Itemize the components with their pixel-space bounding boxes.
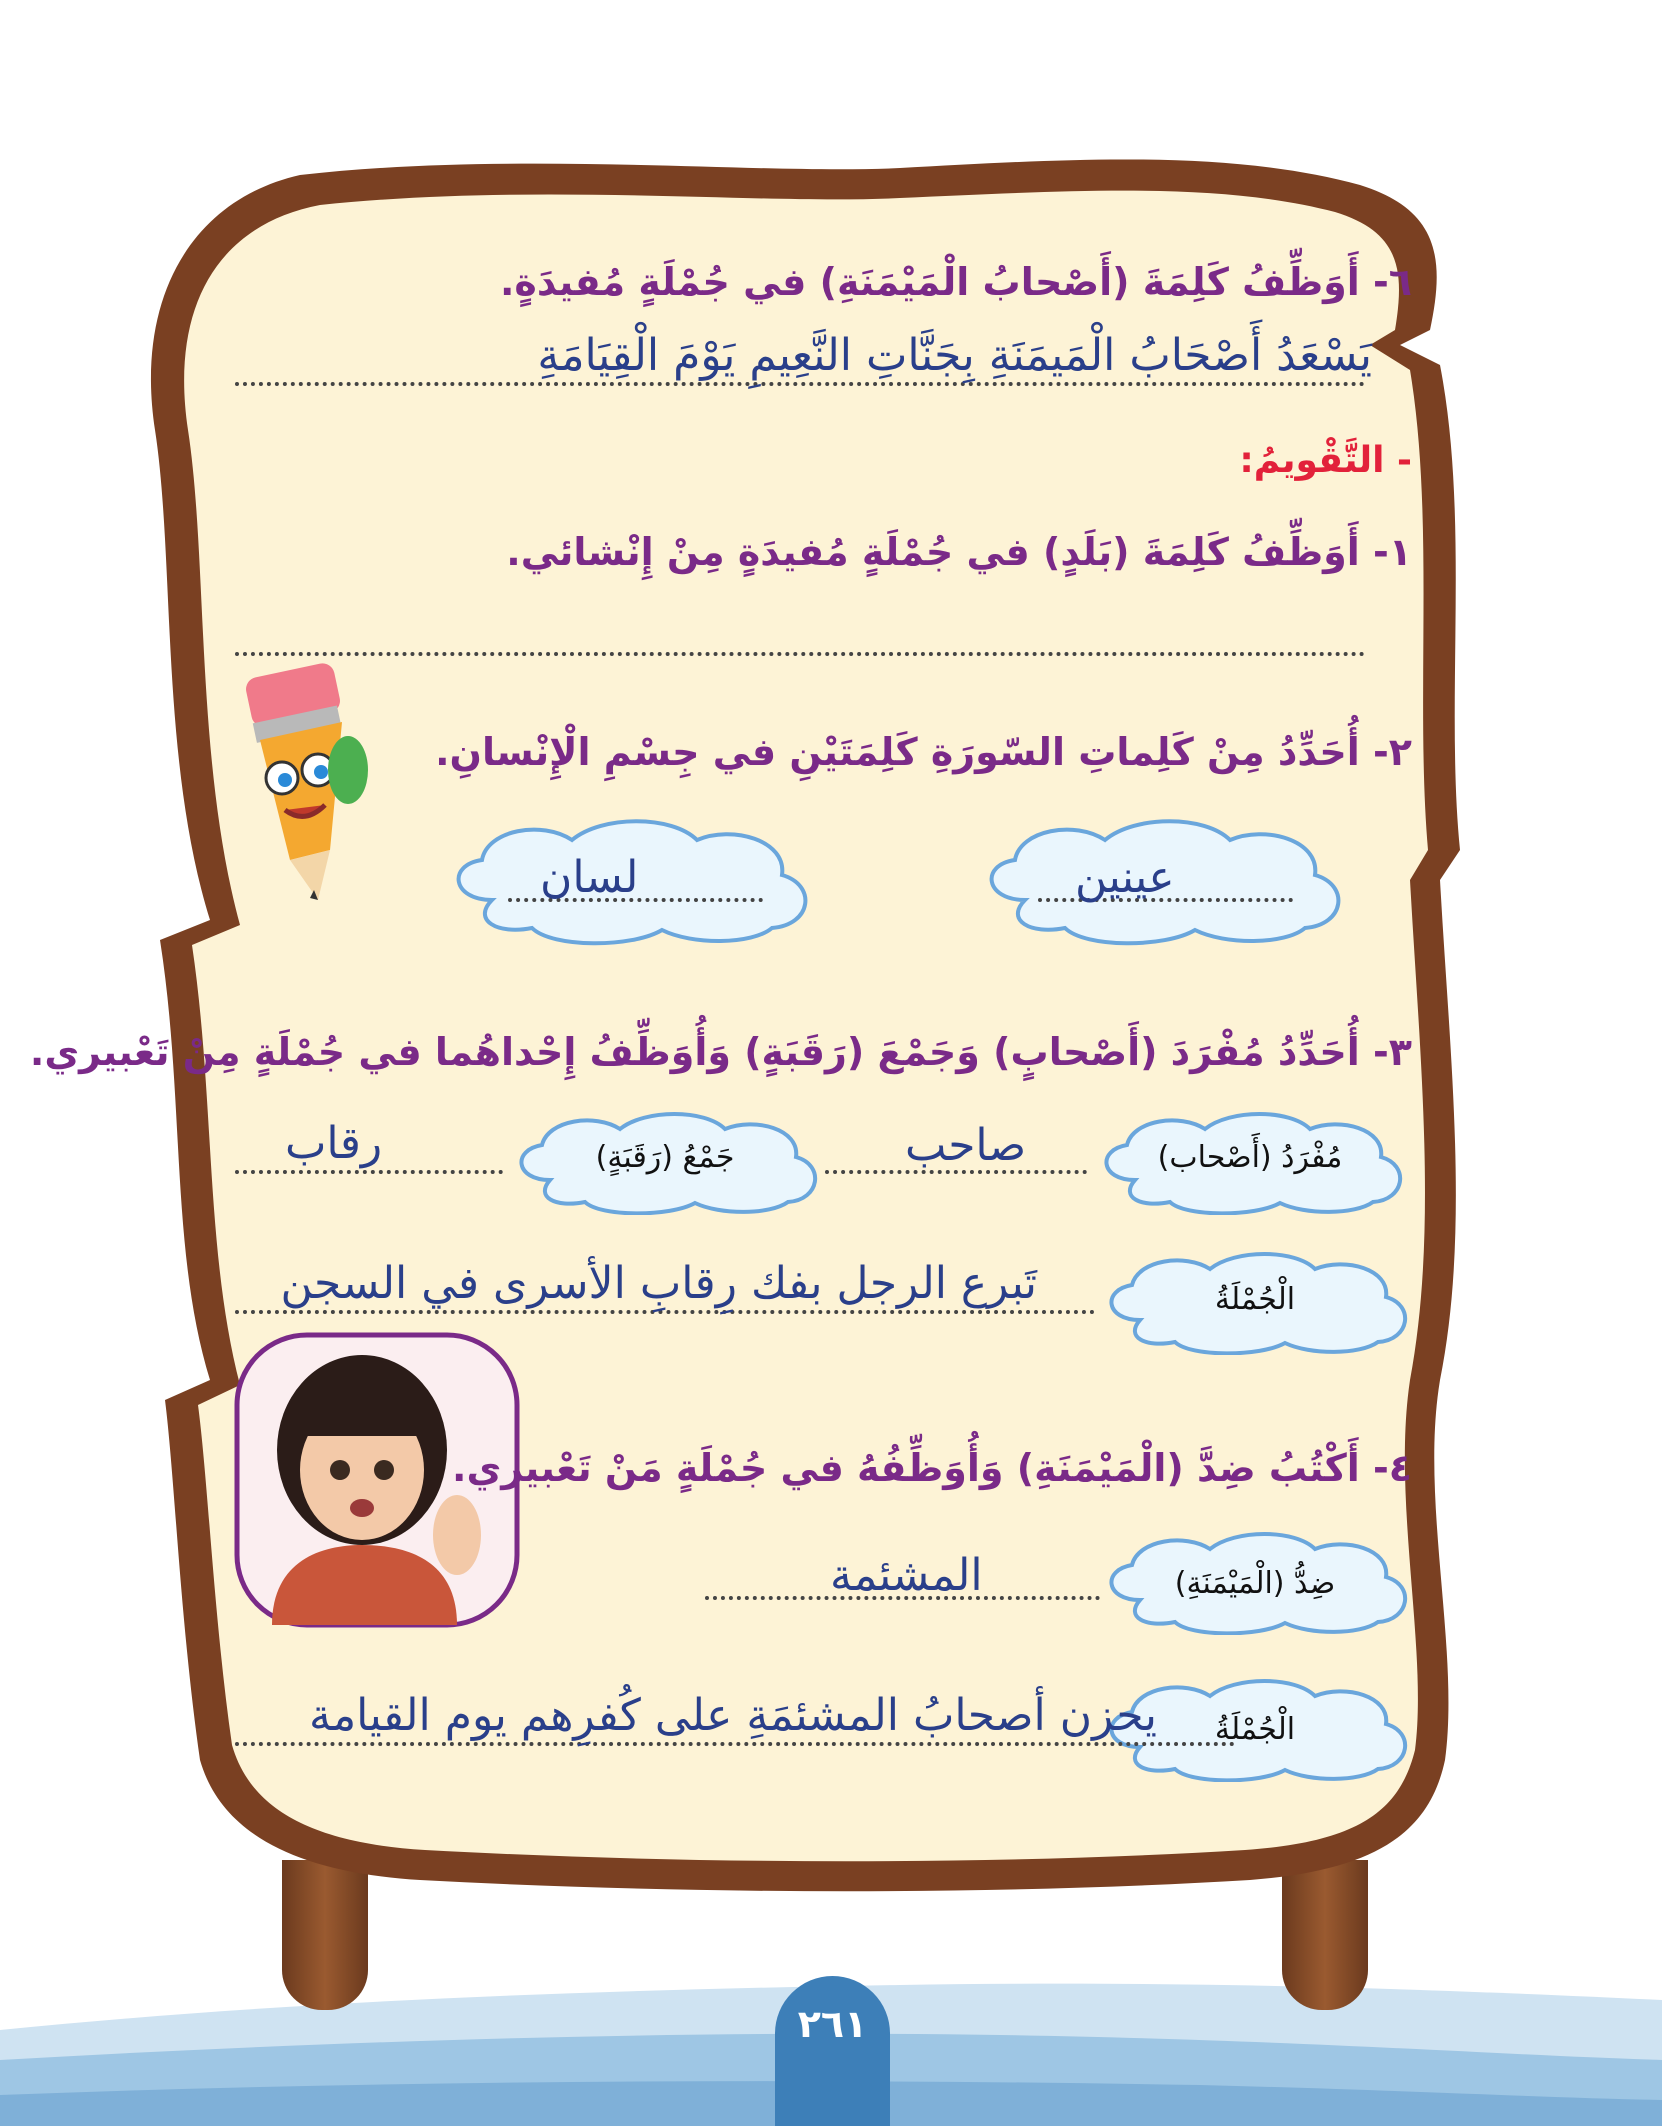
e2-answer-left: لسان (540, 852, 639, 903)
e3-answer-plural: رقاب (285, 1118, 383, 1169)
e2-answer-right: عينين (1075, 852, 1175, 903)
e1-answer-line[interactable] (235, 652, 1365, 656)
e2-prompt: ٢- أُحَدِّدُ مِنْ كَلِماتِ السّورَةِ كَلِمَتَيْنِ في جِسْمِ الْإِنْسانِ. (435, 730, 1412, 774)
page-number-badge (775, 1976, 890, 2126)
pencil-mascot-icon (230, 660, 370, 920)
e3-sentence-line[interactable] (235, 1310, 1095, 1314)
e4-answer-opposite: المشئمة (830, 1550, 983, 1601)
e4-answer-sentence: يحزن أصحابُ المشئمَةِ على كُفرِهم يوم القيامة (308, 1690, 1157, 1741)
e3-sentence-label: الْجُمْلَةُ (1214, 1282, 1296, 1317)
e4-opposite-label: ضِدُّ (الْمَيْمَنَةِ) (1174, 1566, 1336, 1601)
e3-singular-label: مُفْرَدُ (أَصْحاب) (1157, 1140, 1343, 1175)
evaluation-heading: - التَّقْويمُ: (1239, 440, 1412, 481)
q6-answer-line (235, 382, 1365, 386)
page-number: ٢٦١ (797, 2002, 868, 2046)
e3-plural-label: جَمْعُ (رَقَبَةٍ) (595, 1140, 735, 1175)
e4-sentence-line[interactable] (235, 1742, 1235, 1746)
e3-answer-sentence: تَبرع الرجل بفك رِقابِ الأسرى في السجن (280, 1258, 1037, 1309)
e4-sentence-label: الْجُمْلَةُ (1214, 1712, 1296, 1747)
q6-prompt: ٦- أَوَظِّفُ كَلِمَةَ (أَصْحابُ الْمَيْمَنَةِ) في جُمْلَةٍ مُفيدَةٍ. (500, 260, 1412, 304)
e3-plural-line[interactable] (235, 1170, 503, 1174)
e4-prompt: ٤- أَكْتُبُ ضِدَّ (الْمَيْمَنَةِ) وَأُوَظِّفُهُ في جُمْلَةٍ مَنْ تَعْبيري. (452, 1446, 1412, 1490)
e1-prompt: ١- أَوَظِّفُ كَلِمَةَ (بَلَدٍ) في جُمْلَةٍ مُفيدَةٍ مِنْ إِنْشائي. (506, 530, 1412, 574)
e3-prompt: ٣- أُحَدِّدُ مُفْرَدَ (أَصْحابٍ) وَجَمْعَ (رَقَبَةٍ) وَأُوَظِّفُ إِحْداهُما في جُمْلَةٍ مِنْ تَعْبيري. (29, 1030, 1412, 1074)
q6-answer: يَسْعَدُ أَصْحَابُ الْمَيمَنَةِ بِجَنَّاتِ النَّعِيمِ يَوْمَ الْقِيَامَةِ (537, 330, 1372, 381)
e3-answer-singular: صاحب (905, 1120, 1027, 1171)
